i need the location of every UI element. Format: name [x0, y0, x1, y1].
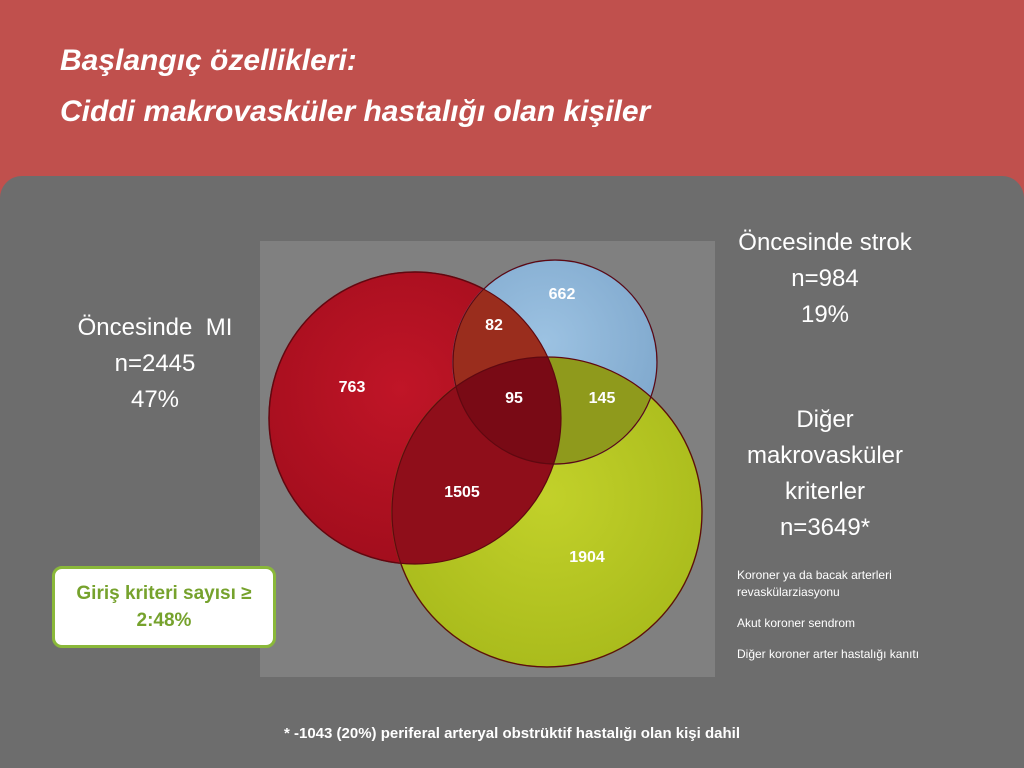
criteria-item-acs: Akut koroner sendrom: [737, 616, 856, 630]
mi-label-n: n=2445: [114, 350, 196, 377]
other-label-line-2: makrovasküler: [746, 442, 904, 469]
entry-box-line-1: Giriş kriteri sayısı ≥: [76, 583, 252, 604]
value-mi-stroke: 82: [485, 317, 503, 334]
mi-label-name: Öncesinde MI: [77, 314, 233, 341]
title-line-2: Ciddi makrovasküler hastalığı olan kişiler: [60, 95, 651, 128]
mi-label-pct: 47%: [130, 386, 180, 413]
stroke-label-name: Öncesinde strok: [738, 229, 912, 256]
stroke-label-n: n=984: [791, 265, 859, 292]
criteria-item-cad: Diğer koroner arter hastalığı kanıtı: [737, 647, 920, 661]
entry-criteria-box: [52, 566, 276, 648]
mi-label: [40, 310, 270, 418]
value-stroke-other: 145: [588, 390, 616, 407]
other-criteria-list: [737, 567, 977, 677]
stroke-label-pct: 19%: [800, 301, 850, 328]
stroke-label: [715, 225, 935, 333]
other-criteria-label: [715, 402, 935, 546]
title-line-1: Başlangıç özellikleri:: [60, 44, 357, 77]
other-label-n: n=3649*: [779, 514, 871, 541]
other-label-line-3: kriterler: [784, 478, 865, 505]
value-mi-only: 763: [338, 379, 366, 396]
value-mi-other: 1505: [444, 484, 480, 501]
value-all-three: 95: [505, 390, 523, 407]
value-other-only: 1904: [569, 549, 605, 566]
other-label-line-1: Diğer: [796, 406, 854, 433]
criteria-item-revascularization: Koroner ya da bacak arterleri revaskülarziasyonu: [737, 568, 892, 599]
entry-box-line-2: 2:48%: [136, 610, 192, 631]
footnote: * -1043 (20%) periferal arteryal obstrüktif hastalığı olan kişi dahil: [284, 725, 740, 742]
value-stroke-only: 662: [548, 286, 576, 303]
